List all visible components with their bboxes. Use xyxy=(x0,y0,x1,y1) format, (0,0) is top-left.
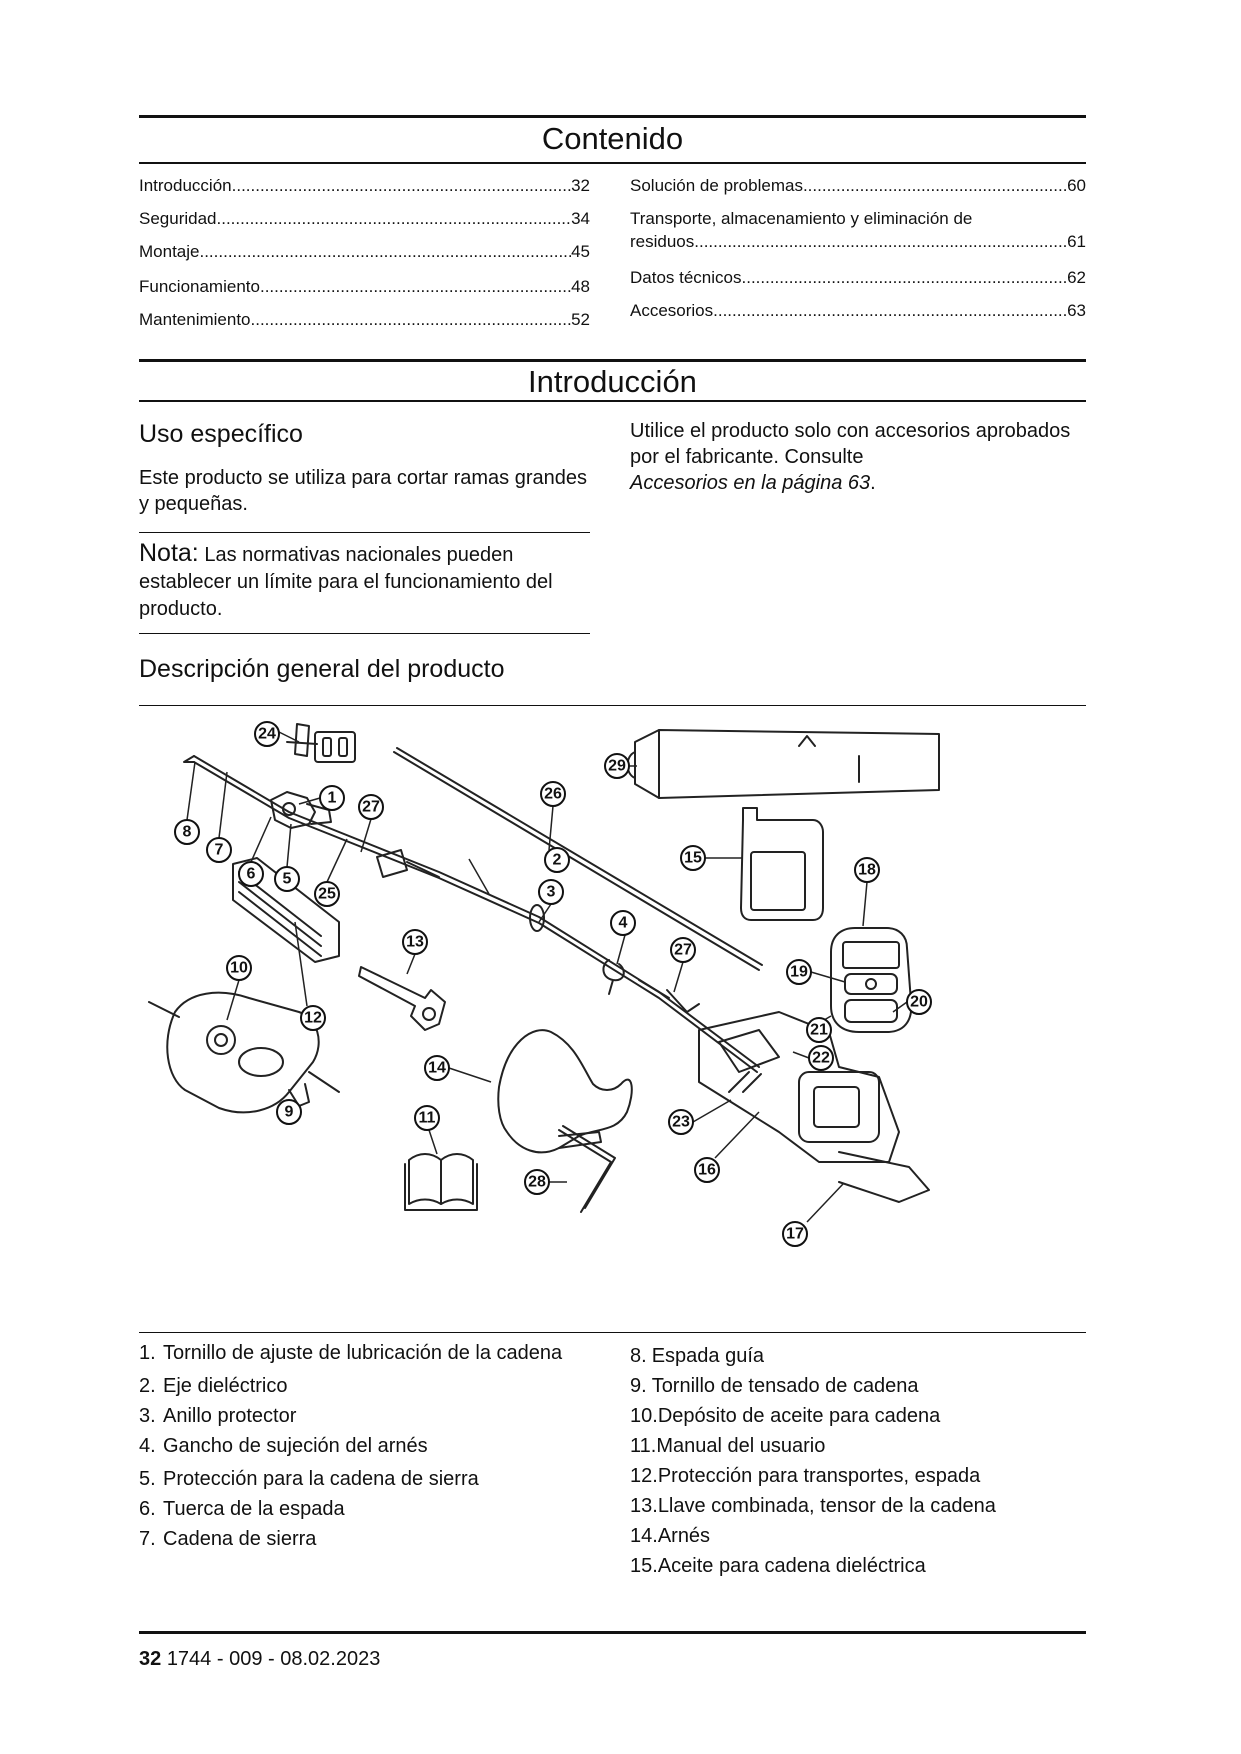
callout-label-24: 24 xyxy=(258,725,276,743)
note-text: Las normativas nacionales pueden establecer un límite para el funcionamiento del producto. xyxy=(139,544,553,620)
diagram-top-rule xyxy=(139,705,1086,706)
callout-label-12: 12 xyxy=(304,1009,322,1027)
use-heading: Uso específico xyxy=(139,420,303,448)
toc-entry-funcionamiento[interactable]: Funcionamiento ..... 48 xyxy=(139,276,590,298)
tool-set-drawing xyxy=(287,724,317,756)
combination-wrench-drawing xyxy=(359,967,445,1030)
callout-label-26: 26 xyxy=(544,785,562,803)
legend-item-8: 8. Espada guía xyxy=(630,1345,765,1367)
intro-rule xyxy=(139,400,1086,402)
callout-label-22: 22 xyxy=(812,1049,830,1067)
callout-label-20: 20 xyxy=(910,993,928,1011)
callout-label-10: 10 xyxy=(230,959,248,977)
guide-bar-drawing xyxy=(184,756,194,762)
legend-item-12: 12. Protección para transportes, espada xyxy=(630,1465,981,1487)
legend-left xyxy=(139,1341,590,1554)
callout-label-25: 25 xyxy=(318,885,336,903)
callout-label-27b: 27 xyxy=(674,941,692,959)
footer-rule xyxy=(139,1631,1086,1634)
top-rule xyxy=(139,115,1086,118)
callout-label-13: 13 xyxy=(406,933,424,951)
legend-right xyxy=(630,1341,1086,1581)
legend-top-rule xyxy=(139,1332,1086,1333)
chain-oil-bottle-drawing xyxy=(741,808,823,920)
legend-item-6: 6. Tuerca de la espada xyxy=(139,1498,345,1520)
toc-entry-datos[interactable]: Datos técnicos ..... 62 xyxy=(630,267,1086,289)
callout-label-1: 1 xyxy=(327,789,337,807)
callout-label-19: 19 xyxy=(790,963,808,981)
callout-label-3: 3 xyxy=(546,883,556,901)
toc-entry-accesorios[interactable]: Accesorios ..... 63 xyxy=(630,300,1086,322)
toc-entry-mantenimiento[interactable]: Mantenimiento ..... 52 xyxy=(139,309,590,331)
legend-item-7: 7. Cadena de sierra xyxy=(139,1528,317,1550)
legend-item-4: 4. Gancho de sujeción del arnés xyxy=(139,1435,428,1457)
callout-label-15: 15 xyxy=(684,849,702,867)
callout-label-4: 4 xyxy=(618,914,628,932)
note-box xyxy=(139,540,590,623)
callout-label-14: 14 xyxy=(428,1059,446,1077)
callout-label-29: 29 xyxy=(608,757,626,775)
legend-item-3: 3. Anillo protector xyxy=(139,1405,297,1427)
callout-label-18: 18 xyxy=(858,861,876,879)
note-top-rule xyxy=(139,532,590,533)
callout-label-28: 28 xyxy=(528,1173,546,1191)
callout-label-27a: 27 xyxy=(362,798,380,816)
callout-label-8: 8 xyxy=(182,823,192,841)
legend-item-13: 13. Llave combinada, tensor de la cadena xyxy=(630,1495,996,1517)
callout-label-7: 7 xyxy=(214,841,224,859)
contents-title: Contenido xyxy=(541,121,684,156)
callout-label-5: 5 xyxy=(282,870,292,888)
contents-rule xyxy=(139,162,1086,164)
use-text: Este producto se utiliza para cortar ramas grandes y pequeñas. xyxy=(139,467,587,515)
page-footer xyxy=(139,1646,380,1672)
note-bottom-rule xyxy=(139,633,590,634)
legend-item-14: 14. Arnés xyxy=(630,1525,711,1547)
callout-label-9: 9 xyxy=(284,1103,294,1121)
callout-label-23: 23 xyxy=(672,1113,690,1131)
toc-entry-seguridad[interactable]: Seguridad ..... 34 xyxy=(139,208,590,230)
legend-item-15: 15. Aceite para cadena dieléctrica xyxy=(630,1555,926,1577)
toc-entry-montaje[interactable]: Montaje ..... 45 xyxy=(139,241,590,263)
overview-heading: Descripción general del producto xyxy=(139,655,505,683)
callout-label-11: 11 xyxy=(418,1109,436,1127)
toc-entry-transporte[interactable]: residuos ..... 61 xyxy=(630,231,1086,253)
document-reference: 1744 - 009 - 08.02.2023 xyxy=(166,1648,381,1670)
callout-label-2: 2 xyxy=(552,851,562,869)
page-number: 32 xyxy=(139,1648,162,1670)
toc-entry-transporte-line1[interactable]: Transporte, almacenamiento y eliminación de xyxy=(630,209,973,228)
product-overview-diagram xyxy=(139,712,1086,1302)
accessories-paragraph: Utilice el producto solo con accesorios aprobados por el fabricante. Consulte Accesorios en la página 63. xyxy=(630,420,1071,494)
accessories-link[interactable]: Accesorios en la página 63 xyxy=(630,472,871,494)
callout-label-17: 17 xyxy=(786,1225,804,1243)
toc-entry-solucion[interactable]: Solución de problemas ..... 60 xyxy=(630,175,1086,197)
legend-item-5: 5. Protección para la cadena de sierra xyxy=(139,1468,479,1490)
legend-item-11: 11. Manual del usuario xyxy=(630,1435,826,1457)
callout-label-21: 21 xyxy=(810,1021,828,1039)
chain-head-drawing xyxy=(271,792,315,828)
toc-entry-introduccion[interactable]: Introducción ..... 32 xyxy=(139,175,590,197)
intro-title: Introducción xyxy=(528,364,697,399)
dielectric-shaft-drawing xyxy=(194,756,759,1067)
legend-item-10: 10. Depósito de aceite para cadena xyxy=(630,1405,941,1427)
legend-item-2: 2. Eje dieléctrico xyxy=(139,1375,288,1397)
accessories-text: Utilice el producto solo con accesorios aprobados por el fabricante. Consulte xyxy=(630,420,1071,468)
oil-tank-drawing xyxy=(167,993,318,1113)
transport-bag-drawing xyxy=(635,730,939,798)
note-label: Nota: xyxy=(139,539,199,567)
legend-item-9: 9. Tornillo de tensado de cadena xyxy=(630,1375,919,1397)
legend-item-1: 1. Tornillo de ajuste de lubricación de la cadena xyxy=(139,1342,563,1364)
callout-label-6: 6 xyxy=(246,865,256,883)
callout-label-16: 16 xyxy=(698,1161,716,1179)
